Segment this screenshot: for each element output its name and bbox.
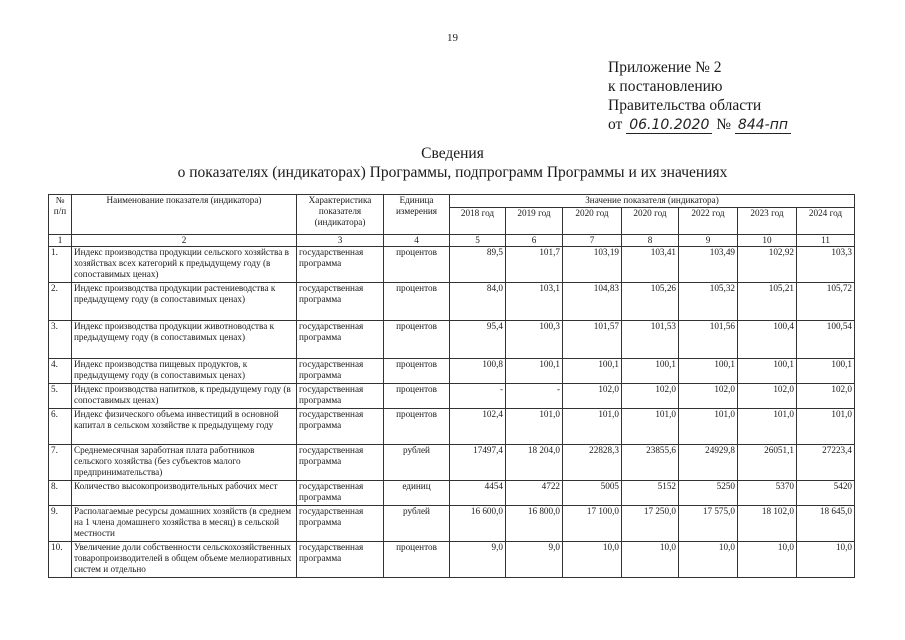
- indicator-value: 102,0: [738, 384, 797, 409]
- handwritten-date: 06.10.2020: [626, 117, 712, 134]
- indicator-characteristic: государственная программа: [297, 506, 384, 542]
- table-row: [49, 506, 855, 542]
- indicator-characteristic: государственная программа: [297, 359, 384, 384]
- indicator-value: 101,0: [563, 409, 622, 445]
- table-row: [49, 359, 855, 384]
- indicator-value: 5370: [738, 481, 797, 506]
- row-number: 5.: [49, 384, 72, 409]
- indicator-characteristic: государственная программа: [297, 409, 384, 445]
- indicator-value: 105,26: [622, 283, 679, 321]
- header-year: 2024 год: [797, 208, 855, 235]
- indicator-value: 102,0: [563, 384, 622, 409]
- indicator-value: 104,83: [563, 283, 622, 321]
- indicator-unit: процентов: [384, 283, 450, 321]
- column-number: 5: [450, 235, 506, 247]
- table-row: [49, 409, 855, 445]
- indicator-value: 5250: [679, 481, 738, 506]
- header-name: Наименование показателя (индикатора): [72, 195, 297, 235]
- header-characteristic: Характеристика показателя (индикатора): [297, 195, 384, 235]
- indicator-value: 5152: [622, 481, 679, 506]
- indicator-value: 102,92: [738, 247, 797, 283]
- header-num: № п/п: [49, 195, 72, 235]
- indicator-value: 17 100,0: [563, 506, 622, 542]
- indicator-value: 9,0: [450, 542, 506, 578]
- header-year: 2019 год: [506, 208, 563, 235]
- header-year: 2020 год: [563, 208, 622, 235]
- header-unit: Единица измерения: [384, 195, 450, 235]
- indicator-value: 103,3: [797, 247, 855, 283]
- indicator-value: 100,8: [450, 359, 506, 384]
- indicator-value: 100,1: [738, 359, 797, 384]
- indicator-characteristic: государственная программа: [297, 445, 384, 481]
- table-row: [49, 542, 855, 578]
- indicator-value: 101,57: [563, 321, 622, 359]
- indicator-value: -: [506, 384, 563, 409]
- indicator-name: Индекс производства напитков, к предыдущему году (в сопоставимых ценах): [72, 384, 297, 409]
- row-number: 4.: [49, 359, 72, 384]
- column-number: 8: [622, 235, 679, 247]
- indicator-characteristic: государственная программа: [297, 384, 384, 409]
- indicator-value: 102,0: [679, 384, 738, 409]
- indicator-value: 10,0: [679, 542, 738, 578]
- indicator-name: Располагаемые ресурсы домашних хозяйств (в среднем на 1 члена домашнего хозяйства в месяц) в сельской местности: [72, 506, 297, 542]
- indicator-value: 9,0: [506, 542, 563, 578]
- indicator-value: 100,1: [622, 359, 679, 384]
- indicator-name: Индекс производства пищевых продуктов, к предыдущему году (в сопоставимых ценах): [72, 359, 297, 384]
- indicator-value: 100,1: [563, 359, 622, 384]
- document-subtitle: о показателях (индикаторах) Программы, подпрограмм Программы и их значениях: [177, 164, 728, 181]
- indicator-value: 100,4: [738, 321, 797, 359]
- indicator-value: -: [450, 384, 506, 409]
- indicator-value: 17 250,0: [622, 506, 679, 542]
- row-number: 7.: [49, 445, 72, 481]
- row-number: 10.: [49, 542, 72, 578]
- indicator-value: 16 800,0: [506, 506, 563, 542]
- indicator-value: 100,54: [797, 321, 855, 359]
- indicator-value: 10,0: [738, 542, 797, 578]
- row-number: 3.: [49, 321, 72, 359]
- table-body: [49, 247, 855, 578]
- indicator-value: 10,0: [563, 542, 622, 578]
- indicator-characteristic: государственная программа: [297, 542, 384, 578]
- appendix-block: [608, 58, 791, 135]
- indicator-value: 101,56: [679, 321, 738, 359]
- indicator-value: 84,0: [450, 283, 506, 321]
- indicator-value: 101,53: [622, 321, 679, 359]
- indicator-value: 95,4: [450, 321, 506, 359]
- indicator-name: Увеличение доли собственности сельскохозяйственных товаропроизводителей в общем объеме мелиоративных систем и отдельно: [72, 542, 297, 578]
- indicator-unit: процентов: [384, 247, 450, 283]
- indicator-value: 101,7: [506, 247, 563, 283]
- indicator-unit: рублей: [384, 506, 450, 542]
- indicator-characteristic: государственная программа: [297, 283, 384, 321]
- header-year: 2023 год: [738, 208, 797, 235]
- indicator-value: 100,1: [679, 359, 738, 384]
- indicator-name: Количество высокопроизводительных рабочих мест: [72, 481, 297, 506]
- indicator-name: Индекс производства продукции животноводства к предыдущему году (в сопоставимых ценах): [72, 321, 297, 359]
- indicator-name: Индекс производства продукции сельского хозяйства в хозяйствах всех категорий к предыдущему году (в сопоставимых ценах): [72, 247, 297, 283]
- indicator-value: 16 600,0: [450, 506, 506, 542]
- indicator-name: Индекс физического объема инвестиций в основной капитал в сельском хозяйстве к предыдущему году: [72, 409, 297, 445]
- header-values-group: Значение показателя (индикатора): [450, 195, 855, 208]
- indicator-value: 102,0: [622, 384, 679, 409]
- table-row: [49, 247, 855, 283]
- indicator-value: 4722: [506, 481, 563, 506]
- indicator-characteristic: государственная программа: [297, 321, 384, 359]
- appendix-line-3: Правительства области: [608, 97, 762, 114]
- column-number: 3: [297, 235, 384, 247]
- indicators-table: [48, 194, 855, 578]
- document-title: Сведения: [421, 145, 484, 162]
- indicator-value: 102,0: [797, 384, 855, 409]
- indicator-value: 17497,4: [450, 445, 506, 481]
- indicator-value: 100,1: [506, 359, 563, 384]
- indicator-value: 100,3: [506, 321, 563, 359]
- indicator-value: 18 102,0: [738, 506, 797, 542]
- indicator-value: 5005: [563, 481, 622, 506]
- indicator-value: 102,4: [450, 409, 506, 445]
- indicator-value: 23855,6: [622, 445, 679, 481]
- column-number: 1: [49, 235, 72, 247]
- indicator-value: 24929,8: [679, 445, 738, 481]
- indicator-value: 18 204,0: [506, 445, 563, 481]
- indicator-value: 101,0: [622, 409, 679, 445]
- indicator-unit: процентов: [384, 542, 450, 578]
- indicator-characteristic: государственная программа: [297, 481, 384, 506]
- header-year: 2018 год: [450, 208, 506, 235]
- indicator-value: 105,32: [679, 283, 738, 321]
- appendix-date-line: [608, 115, 791, 135]
- indicator-name: Среднемесячная заработная плата работников сельского хозяйства (без субъектов малого предпринимательства): [72, 445, 297, 481]
- row-number: 6.: [49, 409, 72, 445]
- indicator-unit: рублей: [384, 445, 450, 481]
- indicator-value: 103,1: [506, 283, 563, 321]
- indicator-value: 10,0: [797, 542, 855, 578]
- column-number: 4: [384, 235, 450, 247]
- table-row: [49, 481, 855, 506]
- column-number: 7: [563, 235, 622, 247]
- indicator-value: 22828,3: [563, 445, 622, 481]
- row-number: 1.: [49, 247, 72, 283]
- indicator-unit: процентов: [384, 321, 450, 359]
- indicator-value: 101,0: [506, 409, 563, 445]
- indicator-value: 18 645,0: [797, 506, 855, 542]
- indicator-value: 100,1: [797, 359, 855, 384]
- indicator-value: 26051,1: [738, 445, 797, 481]
- indicator-unit: процентов: [384, 384, 450, 409]
- column-number: 2: [72, 235, 297, 247]
- indicator-unit: единиц: [384, 481, 450, 506]
- indicator-value: 101,0: [797, 409, 855, 445]
- table-row: [49, 384, 855, 409]
- indicator-value: 105,72: [797, 283, 855, 321]
- table-row: [49, 321, 855, 359]
- indicator-value: 89,5: [450, 247, 506, 283]
- indicator-name: Индекс производства продукции растениеводства к предыдущему году (в сопоставимых ценах): [72, 283, 297, 321]
- appendix-line-2: к постановлению: [608, 78, 723, 95]
- indicator-value: 103,49: [679, 247, 738, 283]
- indicator-value: 101,0: [679, 409, 738, 445]
- table-row: [49, 283, 855, 321]
- table-header-row: [49, 195, 855, 208]
- date-prefix: от: [608, 116, 623, 133]
- indicator-value: 17 575,0: [679, 506, 738, 542]
- column-number: 10: [738, 235, 797, 247]
- column-number: 11: [797, 235, 855, 247]
- header-year: 2020 год: [622, 208, 679, 235]
- header-year: 2022 год: [679, 208, 738, 235]
- row-number: 8.: [49, 481, 72, 506]
- indicator-value: 10,0: [622, 542, 679, 578]
- appendix-line-1: Приложение № 2: [608, 59, 722, 76]
- indicator-value: 5420: [797, 481, 855, 506]
- indicator-value: 4454: [450, 481, 506, 506]
- indicator-characteristic: государственная программа: [297, 247, 384, 283]
- indicator-unit: процентов: [384, 409, 450, 445]
- page-number: 19: [447, 32, 458, 44]
- indicator-value: 105,21: [738, 283, 797, 321]
- indicator-value: 103,19: [563, 247, 622, 283]
- indicator-value: 27223,4: [797, 445, 855, 481]
- number-label: №: [716, 116, 732, 133]
- row-number: 2.: [49, 283, 72, 321]
- indicator-unit: процентов: [384, 359, 450, 384]
- handwritten-number: 844-пп: [735, 117, 791, 134]
- row-number: 9.: [49, 506, 72, 542]
- table-row: [49, 445, 855, 481]
- column-number-row: [49, 235, 855, 247]
- column-number: 6: [506, 235, 563, 247]
- column-number: 9: [679, 235, 738, 247]
- indicator-value: 103,41: [622, 247, 679, 283]
- indicator-value: 101,0: [738, 409, 797, 445]
